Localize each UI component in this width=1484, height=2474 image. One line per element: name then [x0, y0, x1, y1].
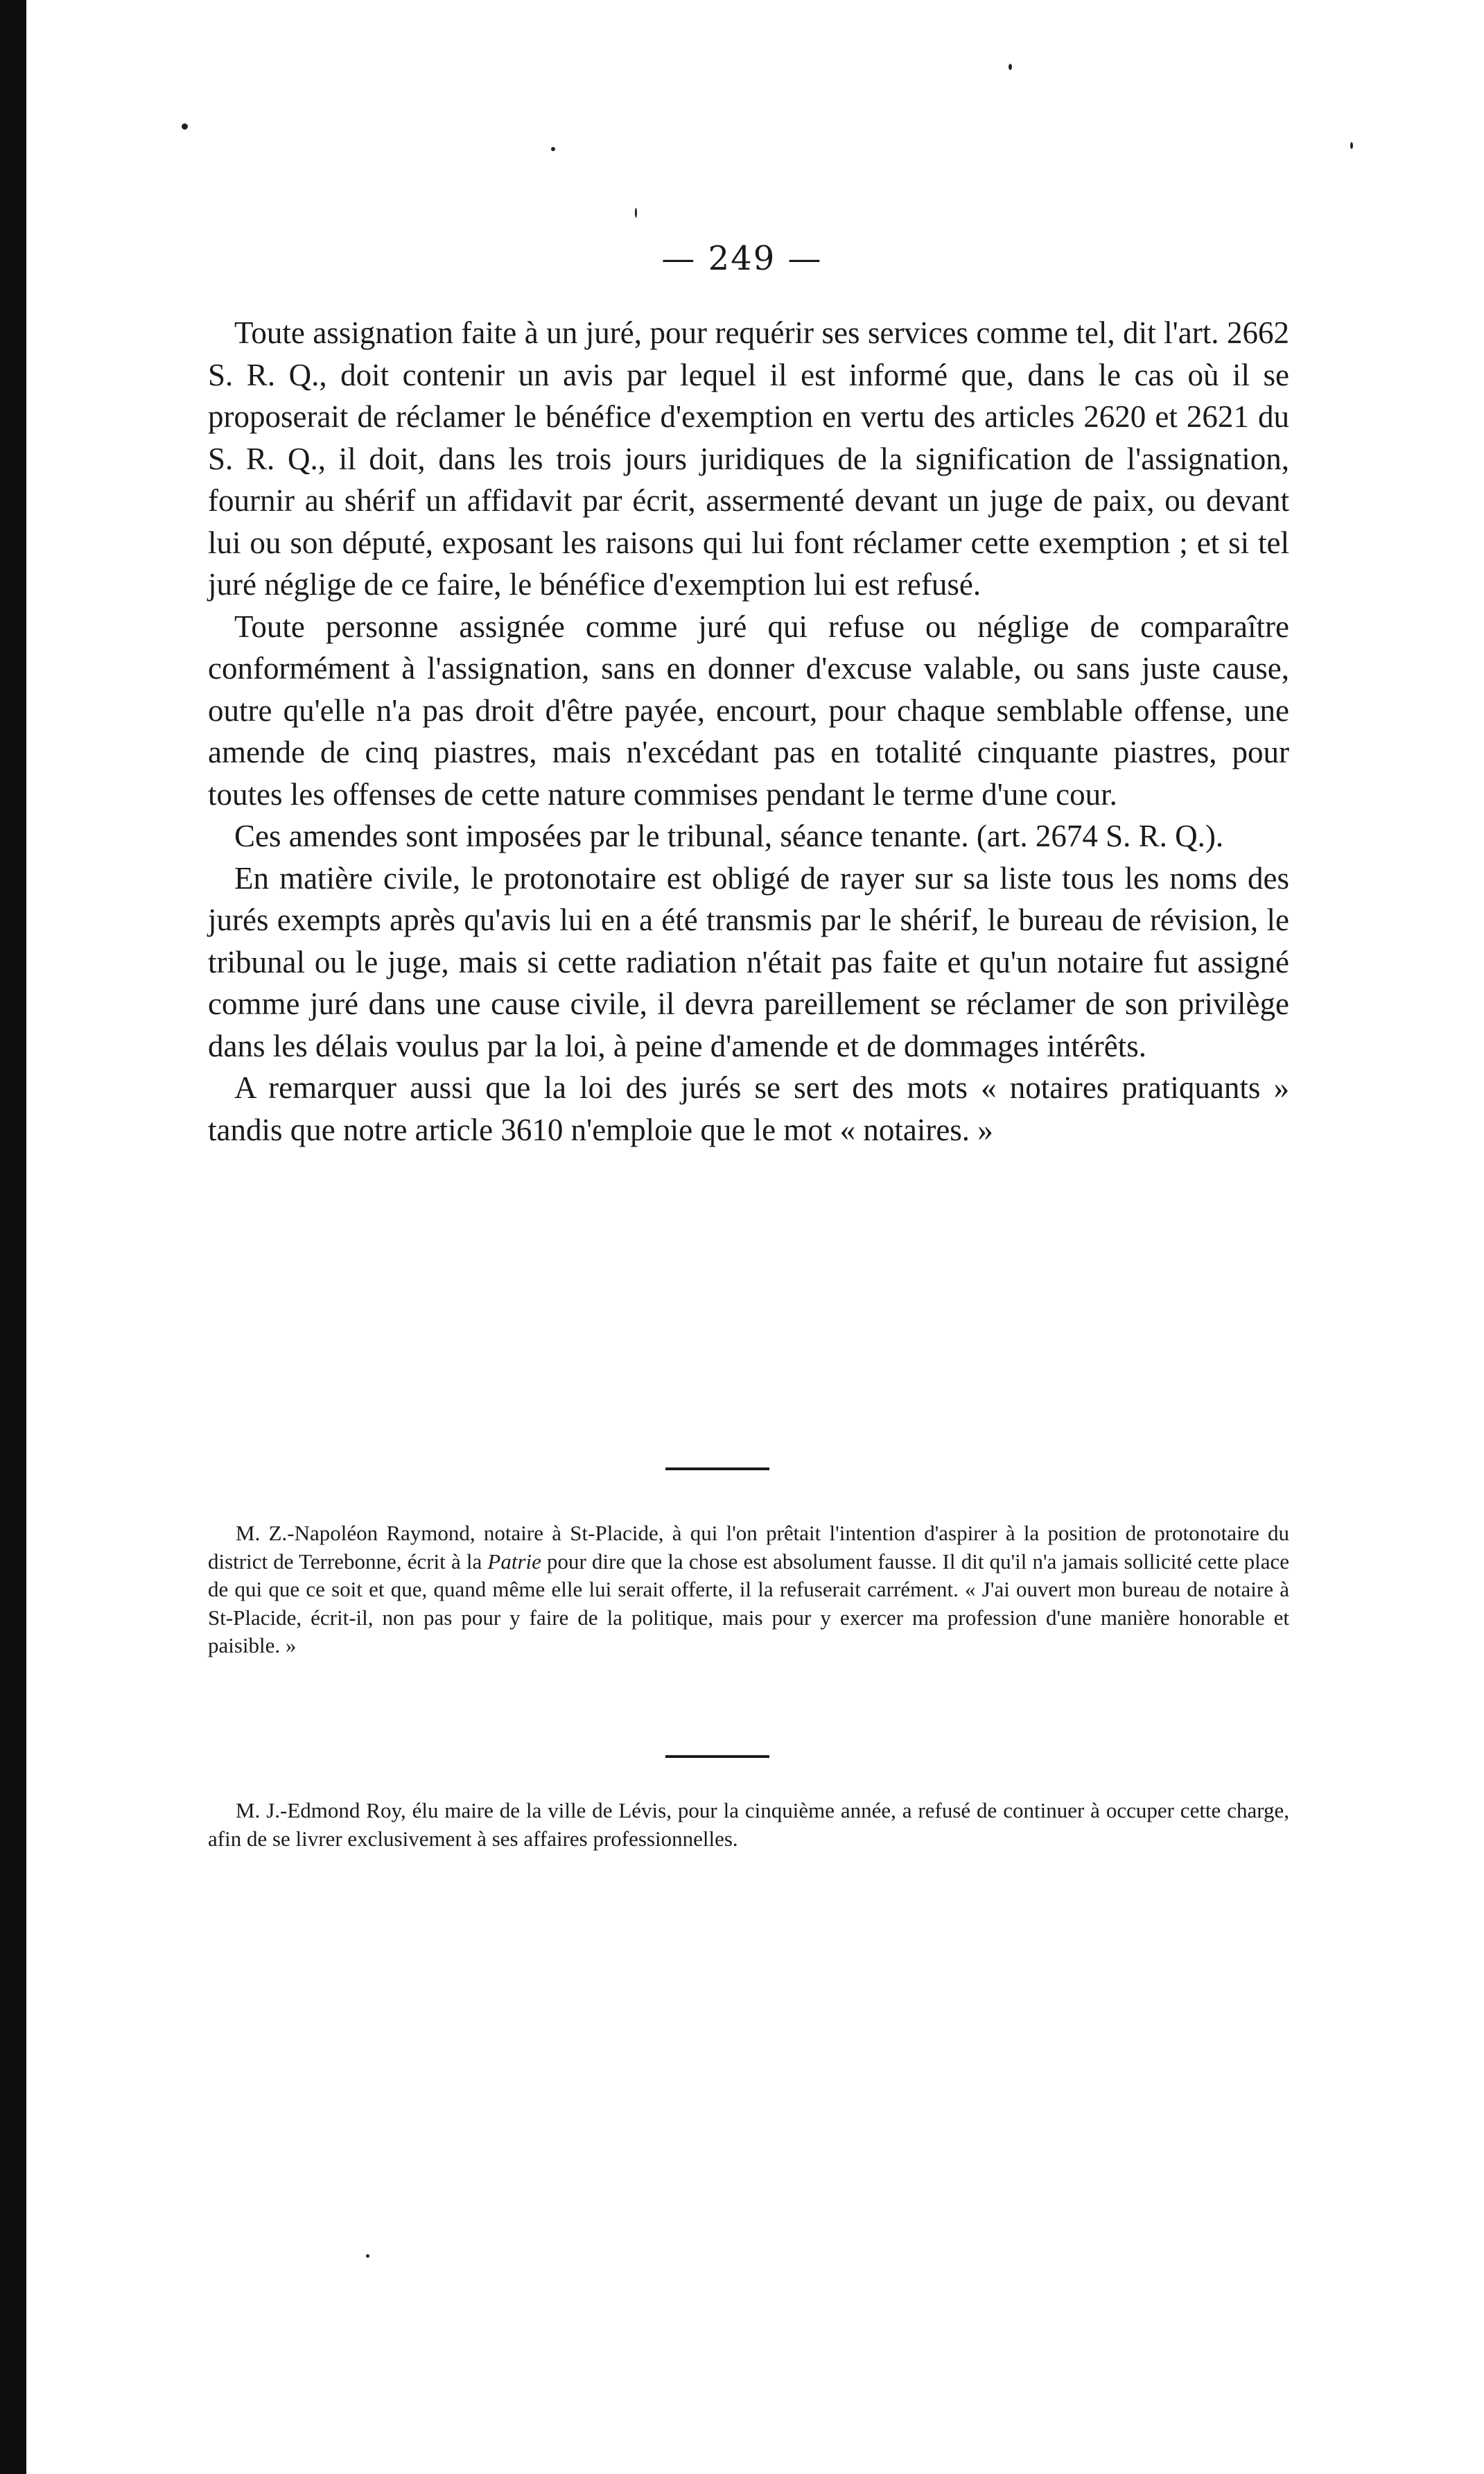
paragraph: Toute assignation faite à un juré, pour requérir ses services comme tel, dit l'art. 2662 S. R. Q., doit contenir un avis par lequel il est informé que, dans le cas où il se proposerait de réclamer le bénéfice d'exemption en vertu des articles 2620 et 2621 du S. R. Q., il doit, dans les trois jours juridiques de la signification de l'assignation, fournir au shérif un affidavit par écrit, assermenté devant un juge de paix, ou devant lui ou son député, exposant les raisons qui lui font réclamer cette exemption ; et si tel juré néglige de ce faire, le bénéfice d'exemption lui est refusé.: [208, 315, 1289, 602]
scan-speck: [366, 2254, 369, 2258]
paragraph: En matière civile, le protonotaire est obligé de rayer sur sa liste tous les noms des jurés exempts après qu'avis lui en a été transmis par le shérif, le bureau de révision, le tribunal ou le juge, mais si cette radiation n'était pas faite et qu'un notaire fut assigné comme juré dans une cause civile, il devra pareillement se réclamer de son privilège dans les délais voulus par la loi, à peine d'amende et de dommages intérêts.: [208, 860, 1289, 1063]
section-divider: [665, 1467, 769, 1470]
scan-speck: [551, 147, 555, 151]
scan-speck: [1009, 64, 1012, 70]
news-note-roy: [208, 1797, 1289, 1853]
note-text: M. Z.-Napoléon Raymond, notaire à St-Placide, à qui l'on prêtait l'intention d'aspirer à la position de protonotaire du district de Terrebonne, écrit à la: [208, 1521, 1289, 1574]
news-note-raymond: [208, 1519, 1289, 1660]
section-divider: [665, 1755, 769, 1758]
main-text: [208, 312, 1289, 1151]
scan-binding-edge: [0, 0, 26, 2474]
paragraph: A remarquer aussi que la loi des jurés se sert des mots « notaires pratiquants » tandis que notre article 3610 n'emploie que le mot « notaires. »: [208, 1070, 1289, 1147]
note-paragraph: M. J.-Edmond Roy, élu maire de la ville de Lévis, pour la cinquième année, a refusé de continuer à occuper cette charge, afin de se livrer exclusivement à ses affaires professionnelles.: [208, 1798, 1289, 1851]
paragraph: Toute personne assignée comme juré qui refuse ou néglige de comparaître conformément à l'assignation, sans en donner d'excuse valable, ou sans juste cause, outre qu'elle n'a pas droit d'être payée, encourt, pour chaque semblable offense, une amende de cinq piastres, mais n'excédant pas en totalité cinquante piastres, pour toutes les offenses de cette nature commises pendant le terme d'une cour.: [208, 609, 1289, 812]
note-text: pour dire que la chose est absolument fausse. Il dit qu'il n'a jamais sollicité cette place de qui que ce soit et que, quand même elle lui serait offerte, il la refuserait carrément. « J'ai ouvert mon bureau de notaire à St-Placide, écrit-il, non pas pour y faire de la politique, mais pour y exercer ma profession d'une manière honorable et paisible. »: [208, 1549, 1289, 1657]
note-paragraph: [208, 1519, 1289, 1660]
scan-speck: [1350, 142, 1353, 149]
paragraph: Ces amendes sont imposées par le tribunal, séance tenante. (art. 2674 S. R. Q.).: [234, 819, 1224, 853]
scan-speck: [182, 123, 188, 130]
scan-speck: [635, 208, 637, 218]
page-number: — 249 —: [661, 239, 823, 278]
newspaper-title: Patrie: [487, 1549, 541, 1574]
